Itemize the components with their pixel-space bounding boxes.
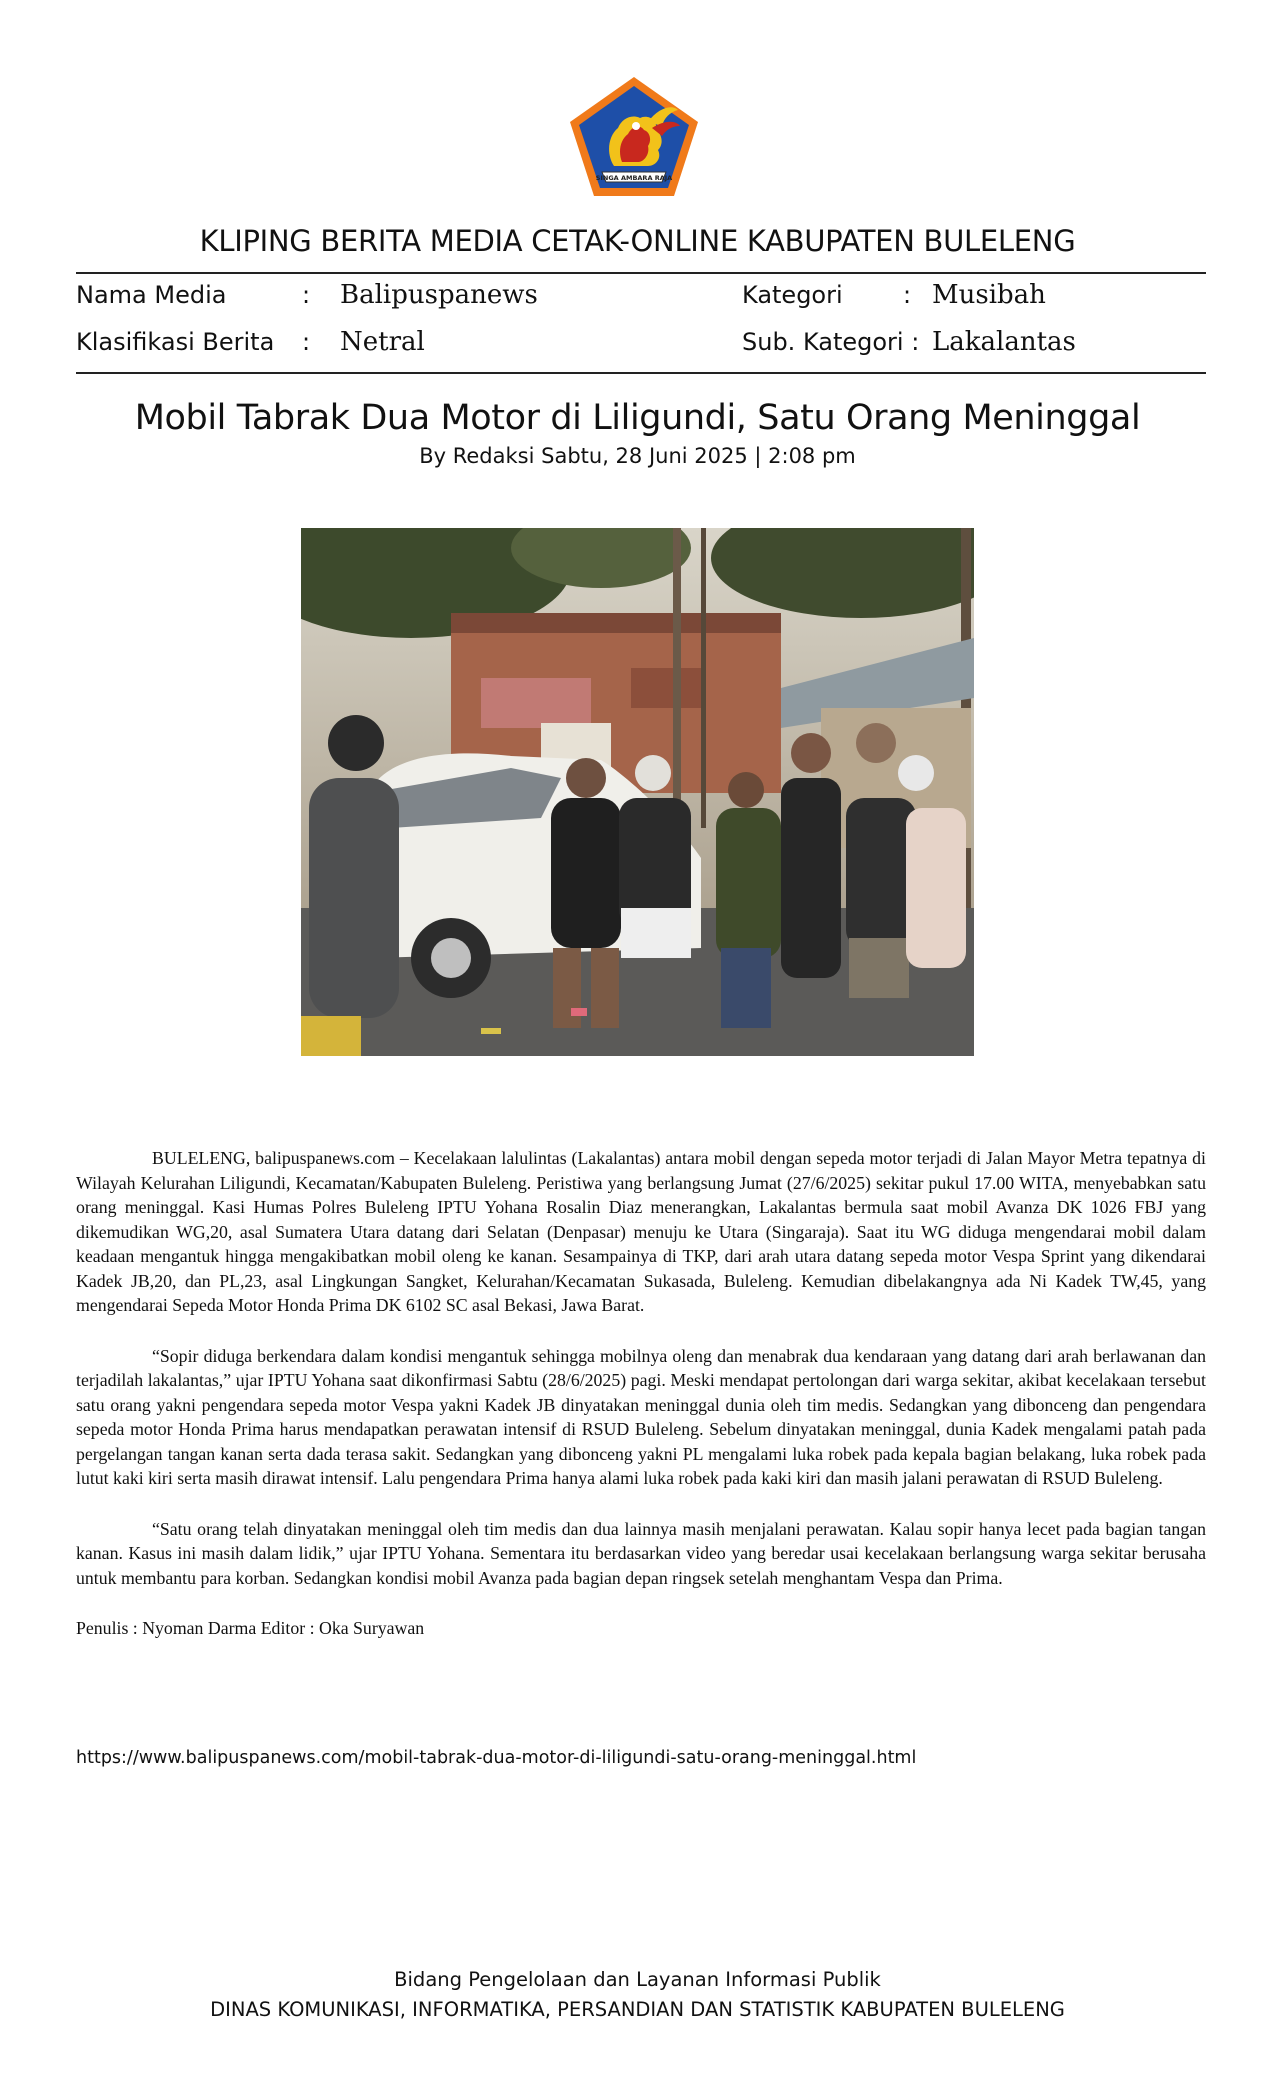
article-photo	[301, 528, 974, 1056]
sub-kategori-value: Lakalantas	[932, 327, 1076, 357]
article-headline: Mobil Tabrak Dua Motor di Liligundi, Satu Orang Meninggal	[134, 398, 1141, 438]
emblem-motto: SINGA AMBARA RAJA	[595, 174, 673, 182]
klasifikasi-label: Klasifikasi Berita	[76, 328, 275, 356]
singa-ambara-raja-emblem-icon	[566, 74, 702, 200]
klasifikasi-colon: :	[302, 328, 311, 356]
footer-agency: DINAS KOMUNIKASI, INFORMATIKA, PERSANDIAN DAN STATISTIK KABUPATEN BULELENG	[210, 1998, 1065, 2021]
divider-top	[76, 272, 1206, 274]
article-paragraph-2: “Sopir diduga berkendara dalam kondisi mengantuk sehingga mobilnya oleng dan menabrak dua kendaraan yang datang dari arah berlawanan dan terjadilah lakalantas,” ujar IPTU Yohana saat dikonfirmasi Sabtu (28/6/2025) pagi. Meski mendapat pertolongan dari warga sekitar, akibat kecelakaan tersebut satu orang yakni pengendara sepeda motor Vespa yakni Kadek JB dinyatakan meninggal dunia oleh tim medis. Sedangkan yang dibonceng dan pengendara sepeda motor Honda Prima harus mendapatkan perawatan intensif di RSUD Buleleng. Sebelum dinyatakan meninggal, dunia Kadek mengalami patah pada pergelangan tangan kanan serta dada terasa sakit. Sedangkan yang dibonceng yakni PL mengalami luka robek pada kepala bagian belakang, luka robek pada lutut kaki kiri serta masih dirawat intensif. Lalu pengendara Prima hanya alami luka robek pada kaki kiri dan masih jalani perawatan di RSUD Buleleng.	[76, 1345, 1206, 1488]
page-title: KLIPING BERITA MEDIA CETAK-ONLINE KABUPATEN BULELENG	[199, 224, 1076, 258]
article-paragraph-3: “Satu orang telah dinyatakan meninggal oleh tim medis dan dua lainnya masih menjalani perawatan. Kalau sopir hanya lecet pada bagian tangan kanan. Kasus ini masih dalam lidik,” ujar IPTU Yohana. Sementara itu berdasarkan video yang beredar usai kecelakaan berlangsung warga sekitar berusaha untuk membantu para korban. Sedangkan kondisi mobil Avanza pada bagian depan ringsek setelah menghantam Vespa dan Prima.	[76, 1518, 1206, 1588]
klasifikasi-value: Netral	[340, 327, 425, 357]
article-credits: Penulis : Nyoman Darma Editor : Oka Suryawan	[76, 1618, 425, 1638]
article-byline: By Redaksi Sabtu, 28 Juni 2025 | 2:08 pm	[419, 444, 856, 468]
divider-bottom	[76, 372, 1206, 374]
nama-media-colon: :	[302, 281, 311, 309]
article-body	[76, 1146, 1206, 1667]
sub-kategori-label: Sub. Kategori :	[742, 328, 920, 356]
article-url[interactable]: https://www.balipuspanews.com/mobil-tabrak-dua-motor-di-liligundi-satu-orang-meninggal.html	[76, 1748, 917, 1768]
footer-department: Bidang Pengelolaan dan Layanan Informasi Publik	[394, 1968, 881, 1991]
accident-scene-photo	[301, 528, 974, 1056]
kategori-value: Musibah	[932, 280, 1046, 310]
regency-emblem-logo	[566, 74, 702, 200]
article-paragraph-1: BULELENG, balipuspanews.com – Kecelakaan lalulintas (Lakalantas) antara mobil dengan sepeda motor terjadi di Jalan Mayor Metra tepatnya di Wilayah Kelurahan Liligundi, Kecamatan/Kabupaten Buleleng. Peristiwa yang berlangsung Jumat (27/6/2025) sekitar pukul 17.00 WITA, menyebabkan satu orang meninggal. Kasi Humas Polres Buleleng IPTU Yohana Rosalin Diaz menerangkan, Lakalantas bermula saat mobil Avanza DK 1026 FBJ yang dikemudikan WG,20, asal Sumatera Utara datang dari Selatan (Denpasar) menuju ke Utara (Singaraja). Saat itu WG diduga mengendarai mobil dalam keadaan mengantuk hingga mengakibatkan mobil oleng ke kanan. Sesampainya di TKP, dari arah utara datang sepeda motor Vespa Sprint yang dikendarai Kadek JB,20, dan PL,23, asal Lingkungan Sangket, Kelurahan/Kecamatan Sukasada, Buleleng. Kemudian dibelakangnya ada Ni Kadek TW,45, yang mengendarai Sepeda Motor Honda Prima DK 6102 SC asal Bekasi, Jawa Barat.	[76, 1148, 1206, 1315]
nama-media-value: Balipuspanews	[340, 280, 538, 310]
kategori-colon: :	[903, 281, 912, 309]
kategori-label: Kategori	[742, 281, 843, 309]
nama-media-label: Nama Media	[76, 281, 227, 309]
